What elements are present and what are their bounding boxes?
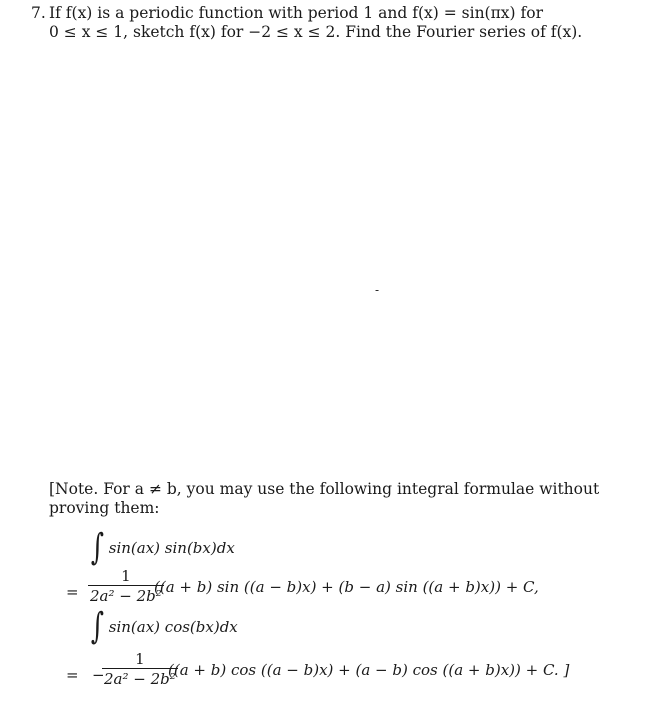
formula2-fraction (102, 650, 178, 689)
problem-text-line-1: If f(x) is a periodic function with period 1 and f(x) = sin(πx) for (49, 4, 543, 22)
formula1-numerator: 1 (88, 567, 164, 586)
note-line-1: [Note. For a ≠ b, you may use the following integral formulae without (49, 480, 600, 498)
note-line-2: proving them: (49, 499, 160, 517)
problem-number: 7. (31, 4, 46, 22)
formula1-fraction (88, 567, 164, 606)
formula2-result (66, 650, 656, 694)
formula2-leading-minus: − (92, 666, 105, 684)
formula2-numerator: 1 (102, 650, 178, 669)
integral-sign: ∫ (90, 527, 104, 568)
formula1-integral (88, 527, 235, 568)
problem-text-line-2: 0 ≤ x ≤ 1, sketch f(x) for −2 ≤ x ≤ 2. Find the Fourier series of f(x). (49, 23, 583, 41)
formula1-rest: ((a + b) sin ((a − b)x) + (b − a) sin ((a + b)x)) + C, (154, 578, 539, 596)
formula2-integral (88, 606, 238, 647)
formula1-result (66, 567, 646, 611)
problem-line-2 (31, 23, 631, 42)
formula2-denominator: 2a² − 2b² (104, 670, 176, 688)
stray-mark: - (375, 283, 380, 297)
integral-sign: ∫ (90, 606, 104, 647)
formula1-equals: = (66, 583, 79, 601)
formula2-integrand: sin(ax) cos(bx)dx (108, 618, 238, 636)
formula1-denominator: 2a² − 2b² (90, 587, 162, 605)
problem-statement (31, 4, 631, 42)
formula2-equals: = (66, 666, 79, 684)
note (49, 480, 649, 518)
formula2-rest: ((a + b) cos ((a − b)x) + (a − b) cos ((a + b)x)) + C. ] (168, 661, 570, 679)
problem-line-1 (31, 4, 631, 23)
formula1-integrand: sin(ax) sin(bx)dx (108, 539, 235, 557)
